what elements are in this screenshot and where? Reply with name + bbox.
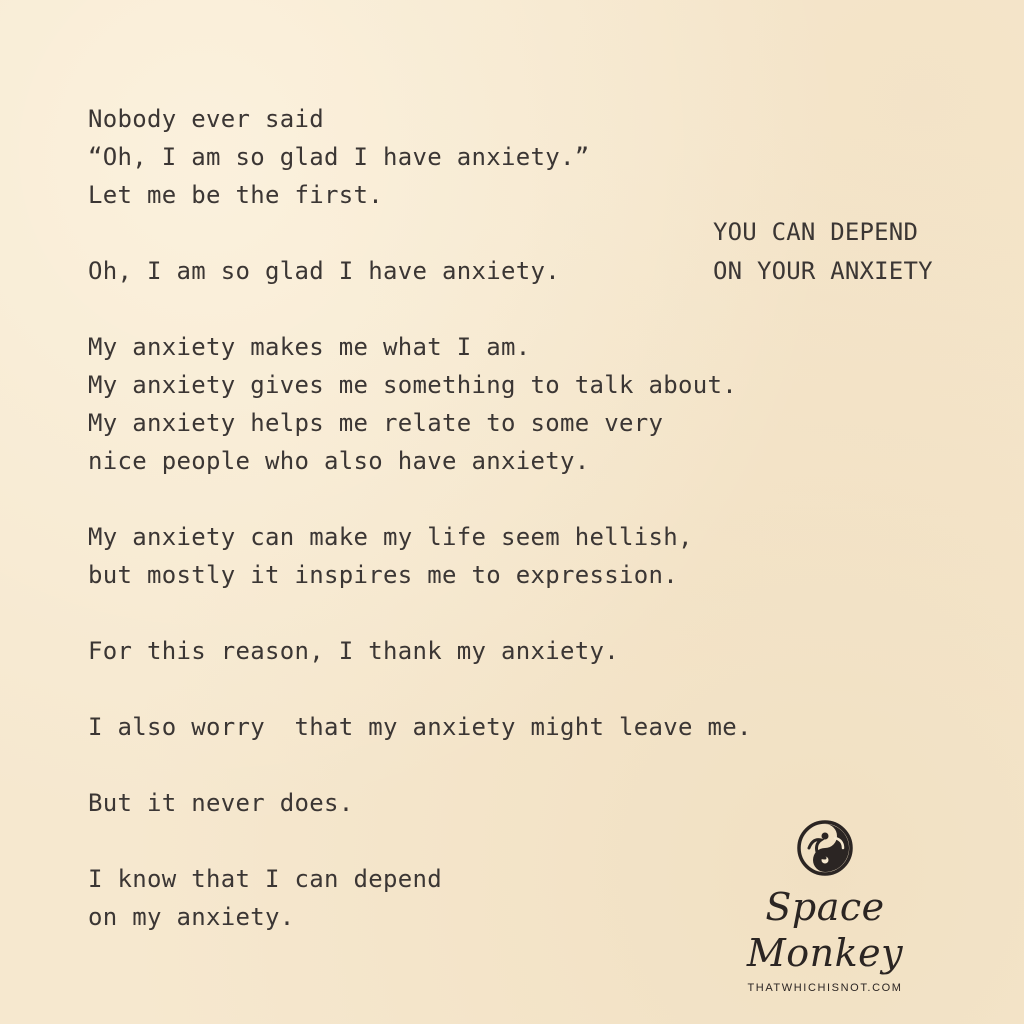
stanza-gap xyxy=(88,594,828,632)
stanza-gap xyxy=(88,746,828,784)
poem-line: Nobody ever said xyxy=(88,105,324,133)
poem-line: Oh, I am so glad I have anxiety. xyxy=(88,257,560,285)
poem-line: “Oh, I am so glad I have anxiety.” xyxy=(88,143,590,171)
poem-line: For this reason, I thank my anxiety. xyxy=(88,637,619,665)
yin-yang-monkey-icon xyxy=(795,818,855,878)
poem-line: My anxiety gives me something to talk about. xyxy=(88,371,737,399)
poem-line: My anxiety helps me relate to some very xyxy=(88,409,664,437)
poem-line: My anxiety can make my life seem hellish, xyxy=(88,523,693,551)
title-line: ON YOUR ANXIETY xyxy=(713,257,933,285)
poem-line: I know that I can depend xyxy=(88,865,442,893)
poem-line: but mostly it inspires me to expression. xyxy=(88,561,678,589)
stanza-gap xyxy=(88,670,828,708)
stanza-gap xyxy=(88,290,828,328)
title-line: YOU CAN DEPEND xyxy=(713,218,919,246)
brand-website: THATWHICHISNOT.COM xyxy=(747,982,903,994)
poem-line: My anxiety makes me what I am. xyxy=(88,333,531,361)
poem-line: Let me be the first. xyxy=(88,181,383,209)
poem-line: I also worry that my anxiety might leave me. xyxy=(88,713,752,741)
brand-signature xyxy=(690,818,960,994)
brand-name: Space Monkey xyxy=(746,885,904,975)
stanza-gap xyxy=(88,480,828,518)
poem-line: But it never does. xyxy=(88,789,354,817)
poem-title xyxy=(713,213,1003,291)
poem-line: on my anxiety. xyxy=(88,903,295,931)
poem-line: nice people who also have anxiety. xyxy=(88,447,590,475)
